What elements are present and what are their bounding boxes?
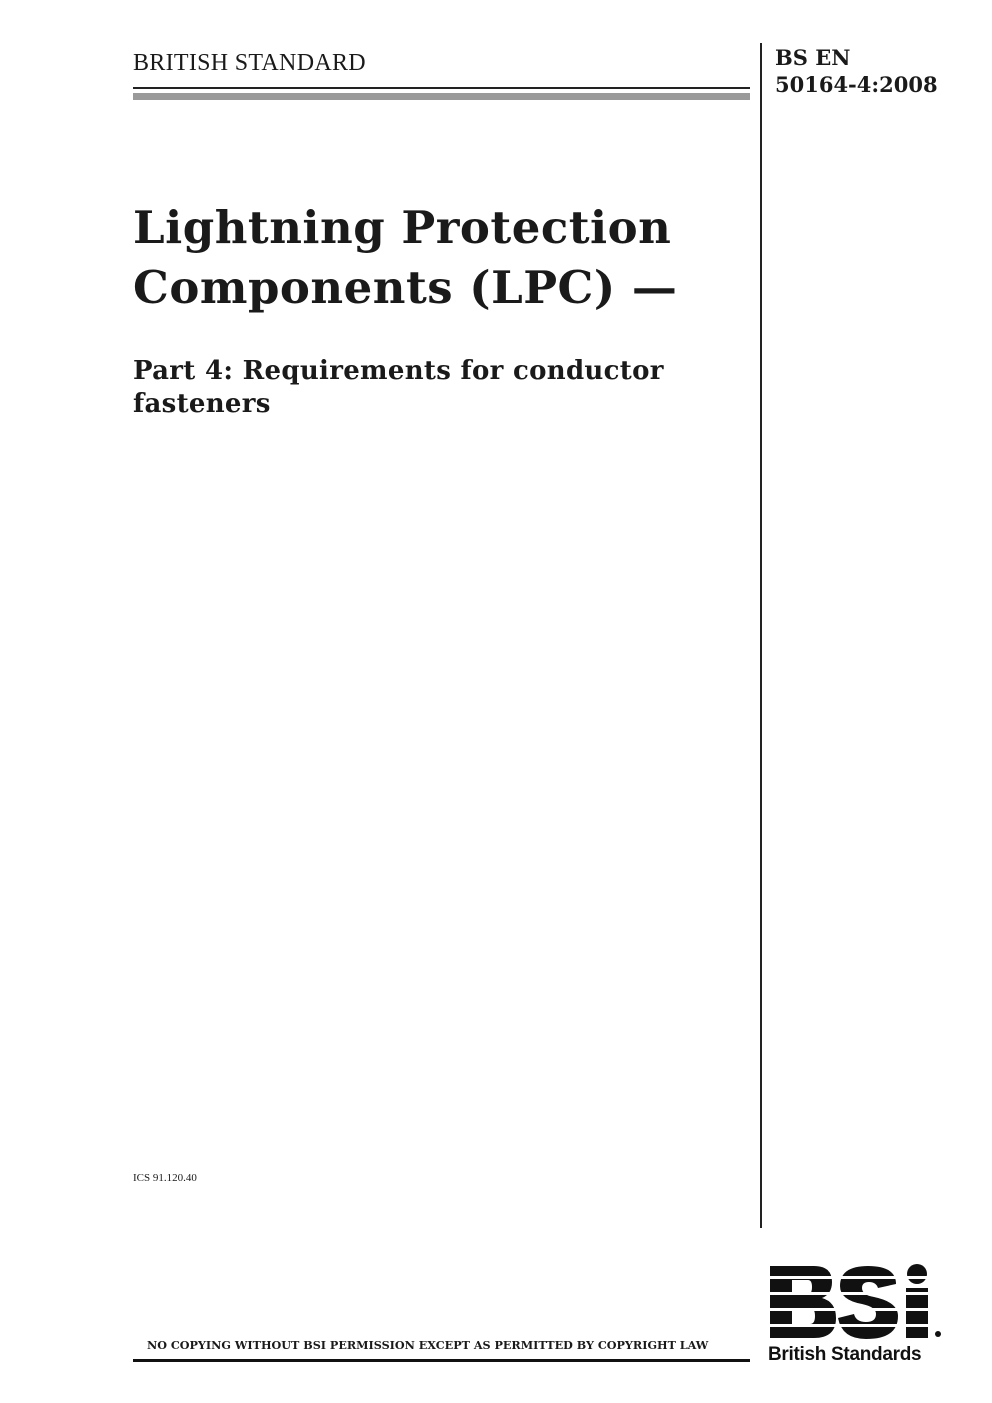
document-series-label: BRITISH STANDARD (133, 50, 366, 76)
standard-number-line-2: 50164-4:2008 (775, 72, 938, 97)
footer-rule (133, 1359, 750, 1362)
document-title (133, 198, 743, 318)
bsi-wordmark-icon (766, 1262, 946, 1342)
header-rule-thick (133, 93, 750, 100)
title-line-2: Components (LPC) — (133, 261, 678, 314)
subtitle-line-1: Part 4: Requirements for conductor (133, 356, 664, 386)
bsi-caption: British Standards (768, 1344, 922, 1365)
column-divider (760, 43, 762, 1228)
standard-number-line-1: BS EN (775, 45, 851, 70)
document-subtitle (133, 355, 743, 421)
header-rule-thin (133, 87, 750, 89)
standard-number (775, 44, 938, 98)
title-line-1: Lightning Protection (133, 201, 672, 254)
ics-code: ICS 91.120.40 (133, 1172, 197, 1184)
copyright-notice: NO COPYING WITHOUT BSI PERMISSION EXCEPT AS PERMITTED BY COPYRIGHT LAW (147, 1338, 709, 1352)
subtitle-line-2: fasteners (133, 389, 271, 419)
